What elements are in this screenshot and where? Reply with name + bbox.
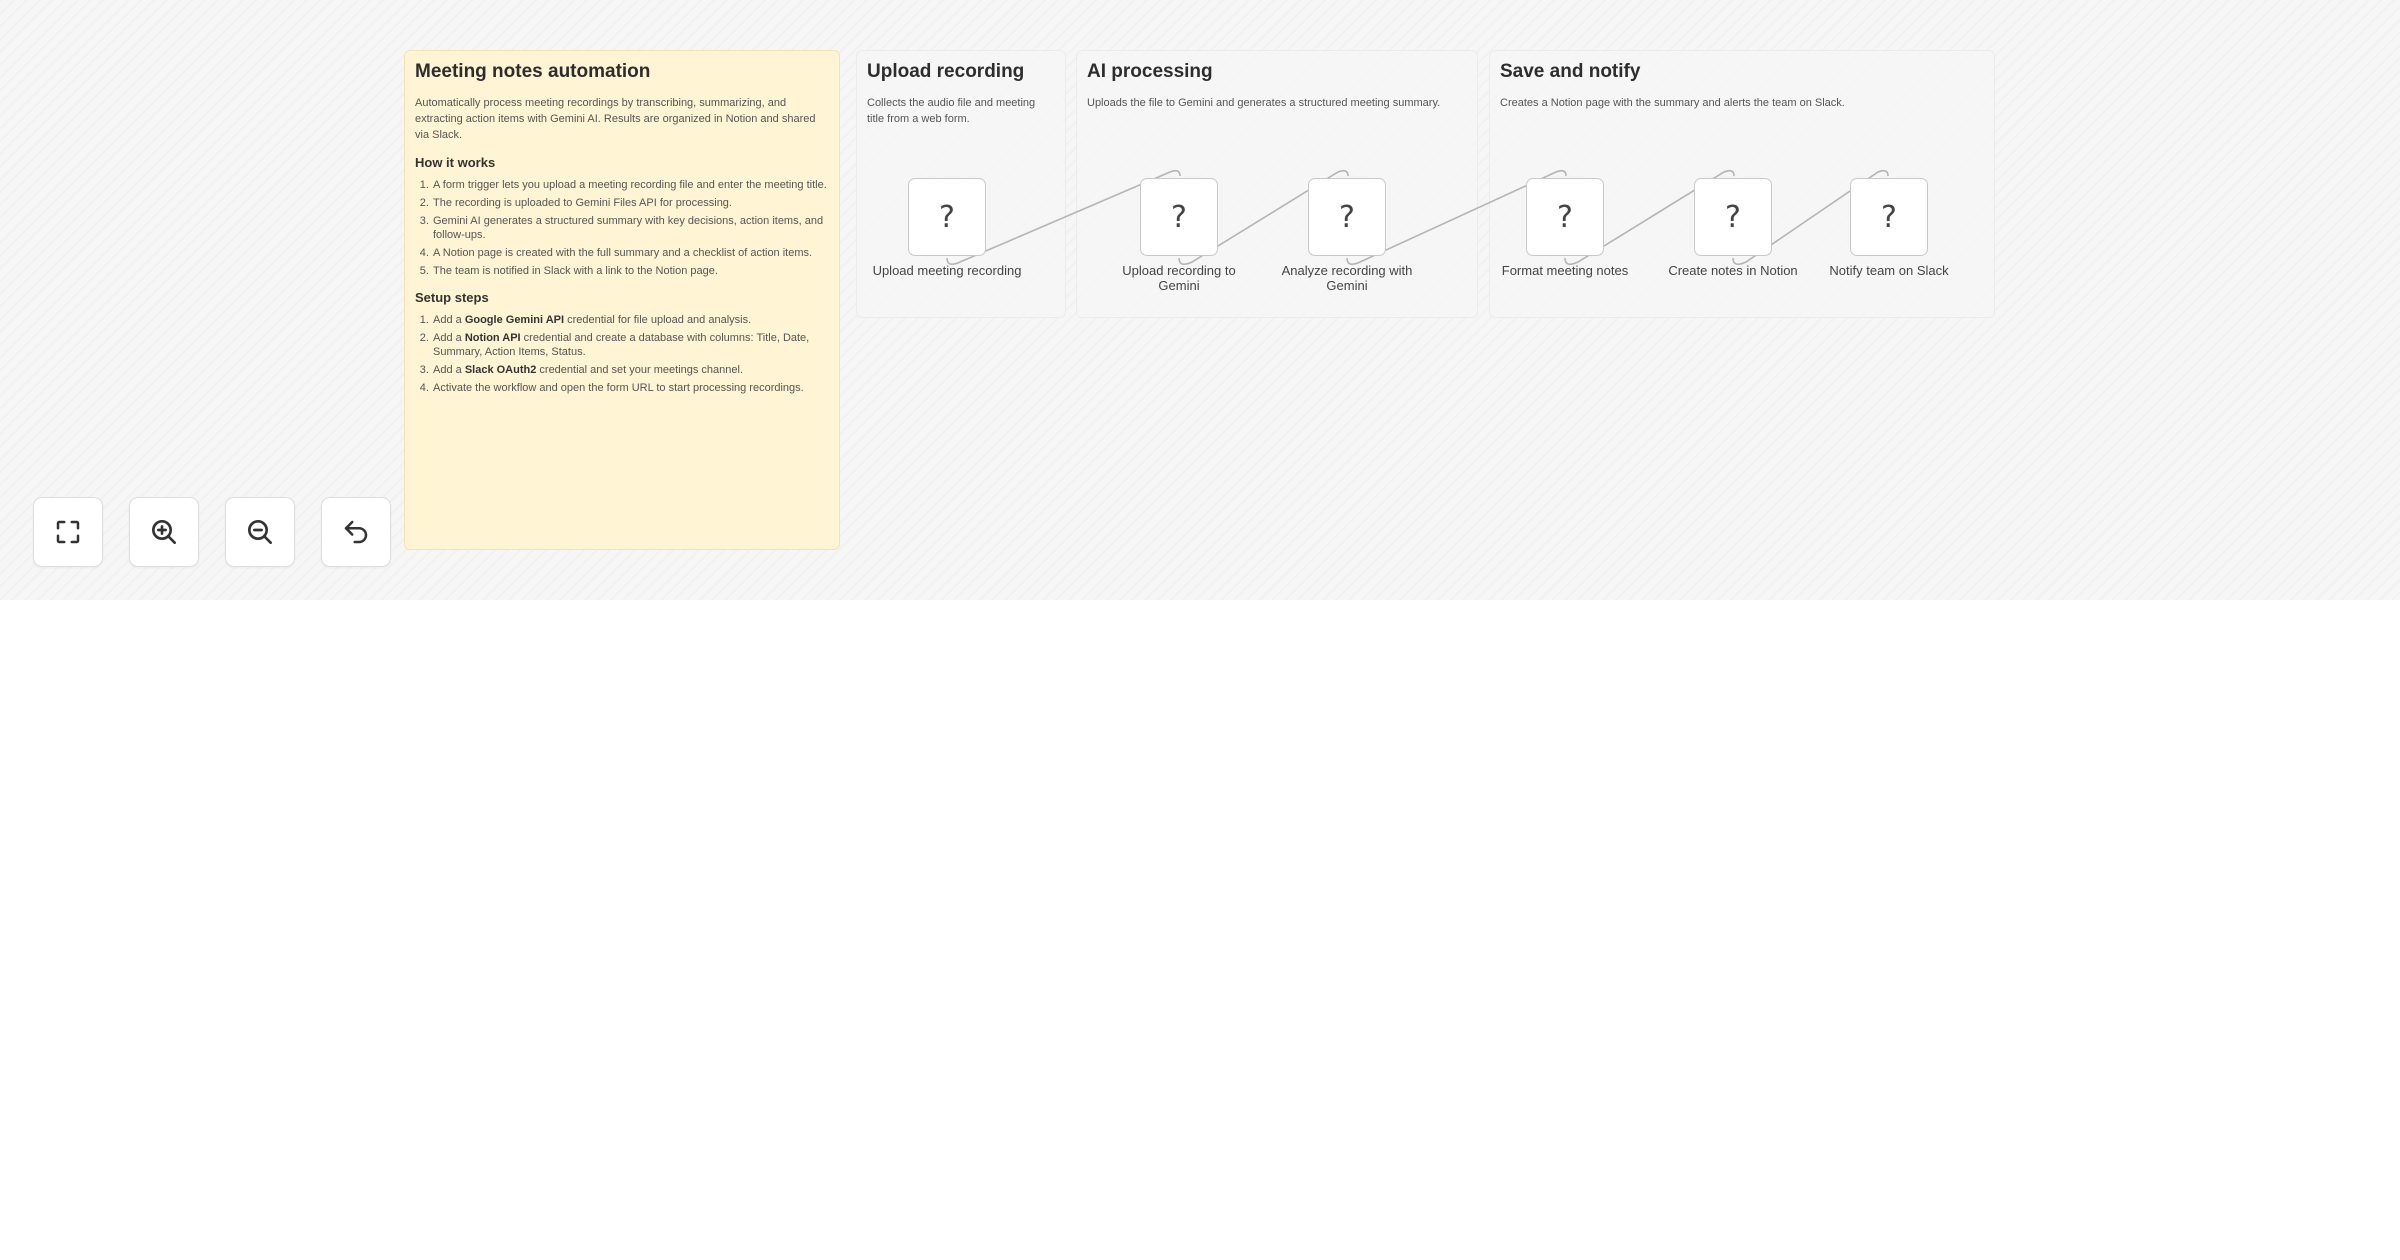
zoom-out-button[interactable] — [225, 497, 295, 567]
node-upload-meeting-recording[interactable] — [908, 178, 986, 256]
how-step: 1. A form trigger lets you upload a meeting recording file and enter the meeting title. — [432, 178, 829, 192]
node-upload-recording-to-gemini[interactable] — [1140, 178, 1218, 256]
setup-step: 4. Activate the workflow and open the form URL to start processing recordings. — [432, 381, 829, 395]
sticky-title: Meeting notes automation — [415, 61, 651, 82]
how-step: 5. The team is notified in Slack with a link to the Notion page. — [432, 264, 829, 278]
unknown-node-icon: ? — [1339, 199, 1355, 235]
unknown-node-icon: ? — [1557, 199, 1573, 235]
node-format-meeting-notes[interactable] — [1526, 178, 1604, 256]
workflow-canvas[interactable] — [0, 0, 2400, 600]
sticky-description: Automatically process meeting recordings by transcribing, summarizing, and extracting action items with Gemini AI. Results are organized in Notion and shared via Slack. — [415, 97, 816, 141]
unknown-node-icon: ? — [1881, 199, 1897, 235]
undo-icon — [341, 517, 371, 547]
undo-button[interactable] — [321, 497, 391, 567]
setup-step: 3. Add a Slack OAuth2 credential and set your meetings channel. — [432, 363, 829, 377]
zoom-in-icon — [148, 516, 180, 548]
setup-step: 2. Add a Notion API credential and create a database with columns: Title, Date, Summary, Action Items, Status. — [432, 331, 829, 359]
group-description: Creates a Notion page with the summary and alerts the team on Slack. — [1500, 97, 1845, 109]
node-label: Analyze recording with Gemini — [1281, 263, 1413, 293]
node-create-notes-in-notion[interactable] — [1694, 178, 1772, 256]
node-analyze-recording-with-gemini[interactable] — [1308, 178, 1386, 256]
how-step: 2. The recording is uploaded to Gemini Files API for processing. — [432, 196, 829, 210]
how-it-works-heading: How it works — [415, 155, 496, 170]
group-title: Upload recording — [867, 61, 1025, 82]
zoom-out-icon — [244, 516, 276, 548]
group-description: Uploads the file to Gemini and generates a structured meeting summary. — [1087, 97, 1441, 109]
unknown-node-icon: ? — [939, 199, 955, 235]
node-label: Format meeting notes — [1501, 263, 1629, 278]
node-label: Create notes in Notion — [1668, 263, 1798, 278]
group-description: Collects the audio file and meeting title from a web form. — [867, 97, 1036, 125]
setup-steps-heading: Setup steps — [415, 290, 489, 305]
fit-view-button[interactable] — [33, 497, 103, 567]
node-label: Notify team on Slack — [1829, 263, 1949, 278]
unknown-node-icon: ? — [1171, 199, 1187, 235]
fullscreen-icon — [53, 517, 83, 547]
node-label: Upload meeting recording — [872, 263, 1022, 278]
setup-step: 1. Add a Google Gemini API credential for file upload and analysis. — [432, 313, 829, 327]
how-step: 3. Gemini AI generates a structured summary with key decisions, action items, and follow-ups. — [432, 214, 829, 242]
node-notify-team-on-slack[interactable] — [1850, 178, 1928, 256]
node-label: Upload recording to Gemini — [1122, 263, 1236, 293]
group-title: AI processing — [1087, 61, 1213, 82]
group-title: Save and notify — [1500, 61, 1641, 82]
how-step: 4. A Notion page is created with the full summary and a checklist of action items. — [432, 246, 829, 260]
zoom-in-button[interactable] — [129, 497, 199, 567]
unknown-node-icon: ? — [1725, 199, 1741, 235]
